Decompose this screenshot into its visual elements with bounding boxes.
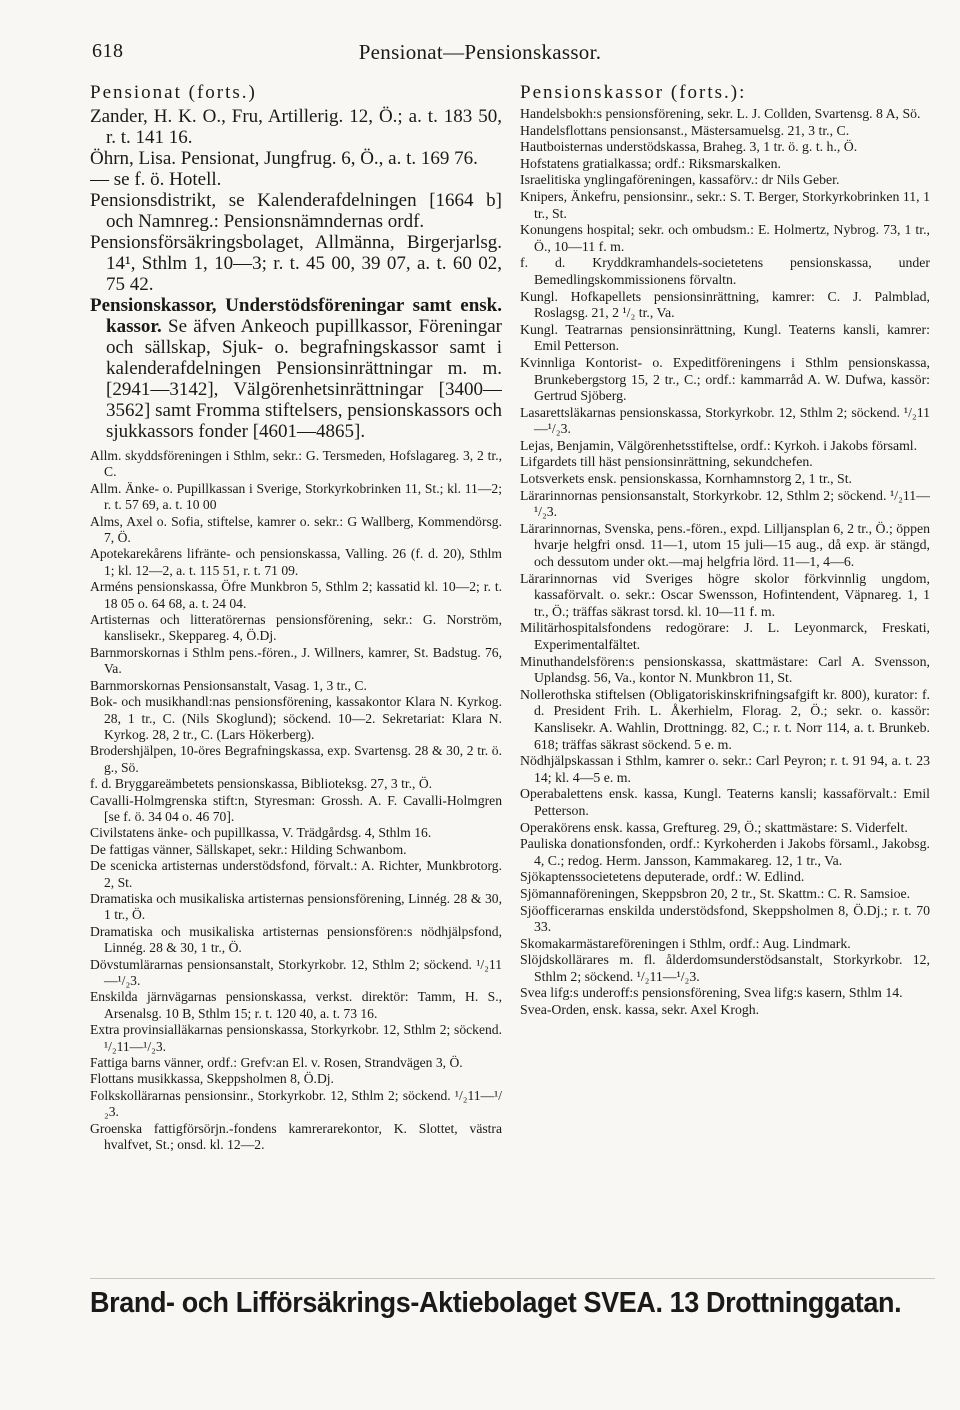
directory-entry: Sjömannaföreningen, Skeppsbron 20, 2 tr., St. Skattm.: C. R. Samsioe.	[520, 885, 911, 901]
directory-entry: Dövstumlärarnas pensionsanstalt, Storkyrkobr. 12, Sthlm 2; söckend. ¹/₂11—¹/₂3.	[90, 956, 502, 988]
left-column	[90, 82, 502, 1257]
directory-entry: Hofstatens gratialkassa; ordf.: Riksmarskalken.	[520, 155, 781, 171]
directory-entry: Dramatiska och musikaliska artisternas pensionsfören:s nödhjälpsfond, Linnég. 28 & 30, 1 tr., Ö.	[90, 923, 502, 956]
directory-entry: Skomakarmästareföreningen i Sthlm, ordf.: Aug. Lindmark.	[520, 935, 851, 951]
directory-entry: Sjökaptenssocietetens deputerade, ordf.: W. Edlind.	[520, 869, 805, 885]
running-head: Pensionat—Pensionskassor.	[358, 40, 602, 64]
directory-entry: Kungl. Hofkapellets pensionsinrättning, kamrer: C. J. Palmblad, Roslagsg. 21, 2 ¹/₂ tr., Va.	[520, 288, 930, 321]
directory-entry: f. d. Kryddkramhandels-societetens pensionskassa, under Bemedlingskommissionens förvaltn.	[520, 255, 930, 287]
directory-entry: Bok- och musikhandl:nas pensionsförening, kassakontor Klara N. Kyrkog. 28, 1 tr., C. (Nils Skoglund); söckend. 10—2. Sekretariat: Klara N. Kyrkog. 28, 2 tr., C. (Lars Hökerberg).	[90, 694, 502, 742]
directory-entry: Allm. skyddsföreningen i Sthlm, sekr.: G. Tersmeden, Hofslagareg. 3, 2 tr., C.	[90, 448, 502, 480]
page-header	[0, 40, 960, 70]
directory-entry: Militärhospitalsfondens redogörare: J. L. Leyonmarck, Freskati, Experimentalfältet.	[520, 620, 930, 652]
directory-entry: Öhrn, Lisa. Pensionat, Jungfrug. 6, Ö., a. t. 169 76.	[90, 148, 478, 169]
directory-entry: Pensionsförsäkringsbolaget, Allmänna, Birgerjarlsg. 14¹, Sthlm 1, 10—3; r. t. 45 00, 39 07, a. t. 60 02, 75 42.	[90, 232, 502, 295]
directory-entry: Pensionskassor, Understödsföreningar samt ensk. kassor. Se äfven Ankeoch pupillkassor, Föreningar och sällskap, Sjuk- o. begrafningskassor samt i kalenderafdelningen Pensionsinrättningar m. m. [2941—3142], Välgörenhetsinrättningar [3400—3562] samt Fromma stiftelsers, pensionskassors och sjukkassors fonder [4601—4865].	[90, 295, 502, 442]
directory-entry: Dramatiska och musikaliska artisternas pensionsförening, Linnég. 28 & 30, 1 tr., Ö.	[90, 890, 502, 923]
directory-entry: Allm. Änke- o. Pupillkassan i Sverige, Storkyrkobrinken 11, St.; kl. 11—2; r. t. 57 69, a. t. 10 00	[90, 480, 502, 513]
directory-entry: Handelsflottans pensionsanst., Mästersamuelsg. 21, 3 tr., C.	[520, 122, 850, 138]
directory-entry: Lärarinnornas pensionsanstalt, Storkyrkobr. 12, Sthlm 2; söckend. ¹/₂11—¹/₂3.	[520, 487, 930, 520]
directory-entry: Nollerothska stiftelsen (Obligatoriskinskrifningsafgift kr. 800), kurator: f. d. President Frih. L. Åkerhielm, Florag. 2, Ö.; sekr. o. kassör: Kanslisekr. A. Wahlin, Drottningg. 82, C.; r. t. Norr 114, a. t. Brunkeb. 618; träffas säkrast söckend. 5 e. m.	[520, 686, 930, 752]
directory-entry: Lotsverkets ensk. pensionskassa, Kornhamnstorg 2, 1 tr., St.	[520, 471, 852, 487]
directory-entry: Minuthandelsfören:s pensionskassa, skattmästare: Carl A. Svensson, Uplandsg. 56, Va., kontor N. Munkbron 11, St.	[520, 653, 930, 686]
directory-entry: Barnmorskornas Pensionsanstalt, Vasag. 1, 3 tr., C.	[90, 677, 367, 693]
directory-entry: Zander, H. K. O., Fru, Artillerig. 12, Ö.; a. t. 183 50, r. t. 141 16.	[90, 106, 502, 148]
right-section-head: Pensionskassor (forts.):	[520, 82, 747, 103]
page-number: 618	[92, 40, 124, 62]
directory-entry: Lärarinnornas, Svenska, pens.-fören., expd. Lilljansplan 6, 2 tr., Ö.; öppen hvarje helgfri onsd. 11—1, utom 15 juli—15 aug., då exp. är stängd, och dessutom under okt.—maj helgfria lörd. 11—1, 4—6.	[520, 520, 930, 570]
directory-entry: Extra provinsialläkarnas pensionskassa, Storkyrkobr. 12, Sthlm 2; söckend. ¹/₂11—¹/₂3.	[90, 1022, 502, 1054]
left-section-head: Pensionat (forts.)	[90, 82, 257, 103]
directory-entry: Lärarinnornas vid Sveriges högre skolor förkvinnlig ungdom, kassaförvalt. o. sekr.: Oscar Swensson, Hofintendent, Väpnareg. 1, 1 tr., Ö.; träffas säkrast torsd. kl. 10—11 f. m.	[520, 570, 930, 619]
directory-entry: Pauliska donationsfonden, ordf.: Kyrkoherden i Jakobs församl., Jakobsg. 4, C.; redog. Herm. Jansson, Kammakareg. 12, 1 tr., Va.	[520, 836, 930, 868]
directory-entry: Lifgardets till häst pensionsinrättning, sekundchefen.	[520, 454, 813, 470]
right-entries	[520, 106, 930, 1019]
entry-bold-lead: Pensionskassor, Understödsföreningar samt ensk. kassor.	[90, 295, 502, 337]
directory-entry: De scenicka artisternas understödsfond, förvalt.: A. Richter, Munkbrotorg. 2, St.	[90, 858, 502, 890]
directory-entry: Apotekarekårens lifränte- och pensionskassa, Valling. 26 (f. d. 20), Sthlm 1; kl. 12—2, a. t. 115 51, r. t. 71 09.	[90, 546, 502, 578]
directory-entry: Lasarettsläkarnas pensionskassa, Storkyrkobr. 12, Sthlm 2; söckend. ¹/₂11—¹/₂3.	[520, 404, 930, 437]
directory-entry: Hautboisternas understödskassa, Braheg. 3, 1 tr. ö. g. t. h., Ö.	[520, 139, 858, 155]
directory-entry: Slöjdskollärares m. fl. ålderdomsunderstödsanstalt, Storkyrkobr. 12, Sthlm 2; söckend. ¹/₂11—¹/₂3.	[520, 952, 930, 984]
directory-entry: Cavalli-Holmgrenska stift:n, Styresman: Grossh. A. F. Cavalli-Holmgren [se f. ö. 34 04 o. 46 70].	[90, 792, 502, 824]
directory-entry: Civilstatens änke- och pupillkassa, V. Trädgårdsg. 4, Sthlm 16.	[90, 825, 432, 841]
directory-entry: De fattigas vänner, Sällskapet, sekr.: Hilding Schwanbom.	[90, 841, 407, 857]
directory-entry: Fattiga barns vänner, ordf.: Grefv:an El. v. Rosen, Strandvägen 3, Ö.	[90, 1055, 463, 1071]
directory-entry: Sjöofficerarnas enskilda understödsfond, Skeppsholmen 8, Ö.Dj.; r. t. 70 33.	[520, 902, 930, 935]
directory-entry: Artisternas och litteratörernas pensionsförening, sekr.: G. Norström, kanslisekr., Skeppareg. 4, Ö.Dj.	[90, 612, 502, 644]
directory-entry: Israelitiska ynglingaföreningen, kassaförv.: dr Nils Geber.	[520, 172, 840, 188]
directory-entry: — se f. ö. Hotell.	[90, 169, 222, 190]
footer-advertisement: Brand- och Lifförsäkrings-Aktiebolaget SVEA. 13 Drottninggatan.	[90, 1287, 902, 1319]
right-column	[520, 82, 930, 1257]
directory-entry: Flottans musikkassa, Skeppsholmen 8, Ö.Dj.	[90, 1071, 334, 1087]
directory-entry: Svea lifg:s underoff:s pensionsförening, Svea lifg:s kasern, Sthlm 14.	[520, 985, 903, 1001]
directory-entry: Kungl. Teatrarnas pensionsinrättning, Kungl. Teaterns kansli, kamrer: Emil Petterson.	[520, 321, 930, 354]
directory-entry: Arméns pensionskassa, Öfre Munkbron 5, Sthlm 2; kassatid kl. 10—2; r. t. 18 05 o. 64 68, a. t. 24 04.	[90, 579, 502, 611]
directory-entry: Folkskollärarnas pensionsinr., Storkyrkobr. 12, Sthlm 2; söckend. ¹/₂11—¹/₂3.	[90, 1087, 502, 1120]
directory-entry: Operakörens ensk. kassa, Greftureg. 29, Ö.; skattmästare: S. Viderfelt.	[520, 819, 908, 835]
directory-entry: Groenska fattigförsörjn.-fondens kamrerarekontor, K. Slottet, västra hvalfvet, St.; onsd. kl. 12—2.	[90, 1120, 502, 1153]
directory-entry: Barnmorskornas i Sthlm pens.-fören., J. Willners, kamrer, St. Badstug. 76, Va.	[90, 644, 502, 677]
directory-entry: Handelsbokh:s pensionsförening, sekr. L. J. Collden, Svartensg. 8 A, Sö.	[520, 106, 921, 121]
directory-entry: f. d. Bryggareämbetets pensionskassa, Biblioteksg. 27, 3 tr., Ö.	[90, 776, 433, 792]
directory-entry: Lejas, Benjamin, Välgörenhetsstiftelse, ordf.: Kyrkoh. i Jakobs församl.	[520, 437, 918, 453]
directory-entry: Brodershjälpen, 10-öres Begrafningskassa, exp. Svartensg. 28 & 30, 2 tr. ö. g., Sö.	[90, 743, 502, 775]
directory-entry: Kvinnliga Kontorist- o. Expeditföreningens i Sthlm pensionskassa, Brunkebergstorg 15, 2 tr., C.; ordf.: kammarråd A. W. Dufwa, kassör: Gertrud Sjöberg.	[520, 354, 930, 404]
directory-entry: Pensionsdistrikt, se Kalenderafdelningen [1664 b] och Namnreg.: Pensionsnämndernas ordf.	[90, 190, 502, 232]
directory-entry: Enskilda järnvägarnas pensionskassa, verkst. direktör: Tamm, H. S., Arsenalsg. 10 B, Sthlm 15; r. t. 120 40, a. t. 73 16.	[90, 989, 502, 1021]
directory-entry: Svea-Orden, ensk. kassa, sekr. Axel Krogh.	[520, 1002, 760, 1018]
left-entries	[90, 106, 502, 1153]
directory-entry: Alms, Axel o. Sofia, stiftelse, kamrer o. sekr.: G Wallberg, Kommendörsg. 7, Ö.	[90, 513, 502, 546]
directory-entry: Nödhjälpskassan i Sthlm, kamrer o. sekr.: Carl Peyron; r. t. 91 94, a. t. 23 14; kl. 4—5 e. m.	[520, 753, 930, 785]
footer-divider	[90, 1278, 935, 1279]
directory-entry: Konungens hospital; sekr. och ombudsm.: E. Holmertz, Nybrog. 73, 1 tr., Ö., 10—11 f. m.	[520, 222, 930, 254]
directory-entry: Knipers, Änkefru, pensionsinr., sekr.: S. T. Berger, Storkyrkobrinken 11, 1 tr., St.	[520, 188, 930, 221]
directory-entry: Operabalettens ensk. kassa, Kungl. Teaterns kansli; kassaförvalt.: Emil Petterson.	[520, 786, 930, 818]
